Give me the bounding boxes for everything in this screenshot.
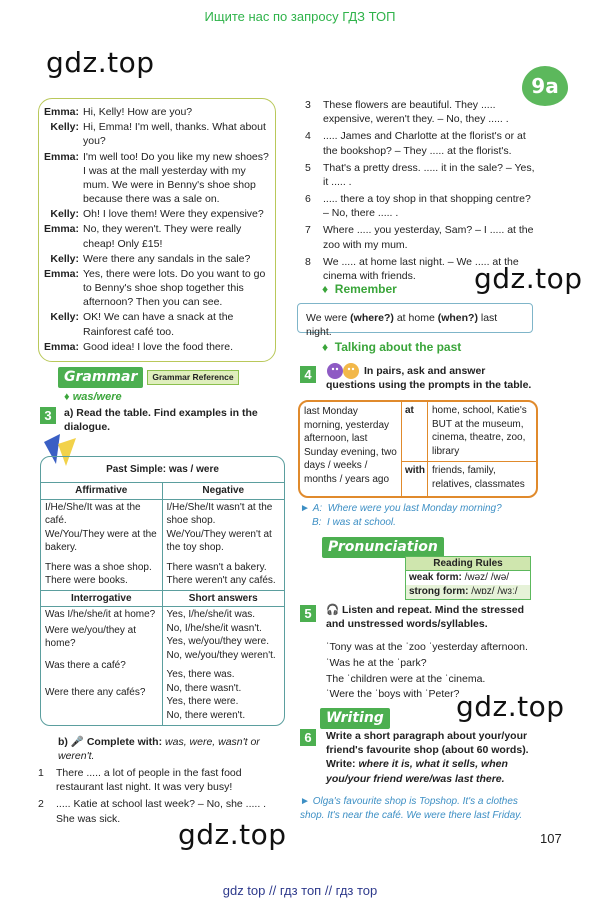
dialogue-line	[43, 150, 269, 207]
watermark: gdz.top	[474, 262, 583, 295]
question-text: Where ..... you yesterday, Sam? – I ..... at the zoo with my mum.	[323, 224, 534, 251]
question-item	[305, 161, 535, 189]
question-text: ..... Katie at school last week? – No, she ..... . She was sick.	[56, 798, 267, 825]
question-number: 5	[305, 161, 311, 174]
question-text: These flowers are beautiful. They ..... expensive, weren't they. – No, they ..... .	[323, 99, 509, 126]
dialogue-line	[43, 105, 269, 119]
dialogue-line	[43, 267, 269, 310]
exercise-instruction: Write a short paragraph about your/your friend's favourite shop (about 60 words). Write: where it is, what it sells, when you/your friend were/was last there.	[326, 730, 529, 785]
question-item	[305, 223, 535, 251]
place-prompts: home, school, Katie's BUT at the museum, cinema, theatre, zoo, library	[432, 405, 527, 457]
headphones-icon: 🎧	[326, 604, 340, 616]
header-link[interactable]: Ищите нас по запросу ГДЗ ТОП	[204, 9, 396, 24]
prompts-table	[298, 400, 538, 498]
table-header-short-answers: Short answers	[163, 590, 285, 608]
speaker-name: Kelly:	[50, 121, 79, 134]
diamond-icon: ♦	[322, 340, 329, 354]
speaker-name: Emma:	[43, 340, 79, 353]
question-item	[305, 129, 535, 157]
speaker-name: Emma:	[43, 223, 79, 236]
watermark: gdz.top	[456, 690, 565, 723]
page-number: 107	[540, 831, 562, 846]
table-title: Past Simple: was / were	[41, 457, 284, 483]
question-item	[305, 255, 535, 283]
grammar-heading: Grammar	[58, 367, 143, 388]
writing-example: ► Olga's favourite shop is Topshop. It's a clothes shop. It's near the café. We were there last Friday.	[300, 796, 523, 821]
speaker-name: Kelly:	[50, 311, 79, 324]
dialogue-text: Were there any sandals in the sale?	[83, 252, 251, 265]
dialogue-line	[43, 340, 269, 354]
question-text: ..... James and Charlotte at the florist's or at the bookshop? – They ..... at the florist's.	[323, 130, 526, 157]
table-header-interrogative: Interrogative	[41, 590, 163, 608]
exercise-number: 6	[300, 729, 316, 746]
table-header-affirmative: Affirmative	[41, 483, 163, 500]
remember-box: We were (where?) at home (when?) last night.	[297, 303, 533, 333]
strong-form: strong form: /wɒz/ /wɜː/	[406, 585, 530, 599]
question-number: 2	[38, 798, 44, 811]
pronunciation-line: ˈWere the ˈboys with ˈPeter?	[326, 688, 460, 701]
speaker-name: Kelly:	[50, 208, 79, 221]
pronunciation-heading: Pronunciation	[322, 537, 444, 558]
writing-heading: Writing	[320, 708, 390, 729]
pronunciation-line: The ˈchildren were at the ˈcinema.	[326, 672, 486, 685]
footer-text: gdz top // гдз топ // гдз тор	[222, 883, 378, 898]
question-number: 4	[305, 130, 311, 143]
question-number: 8	[305, 255, 311, 268]
diamond-icon: ♦	[322, 282, 329, 296]
exercise-number: 5	[300, 605, 316, 622]
question-number: 6	[305, 193, 311, 206]
dialogue-text: I'm well too! Do you like my new shoes? I was at the mall yesterday with my mum. We were in Benny's shoe shop because there was a sale on.	[83, 150, 269, 206]
reading-rules-box	[405, 556, 531, 600]
pronunciation-line: ˈTony was at the ˈzoo ˈyesterday afternoon.	[326, 641, 528, 653]
grammar-table	[40, 456, 285, 726]
pronunciation-line: ˈWas he at the ˈpark?	[326, 656, 427, 669]
question-number: 1	[38, 767, 44, 779]
dialogue-text: OK! We can have a snack at the Rainforest café too.	[83, 311, 234, 338]
keyword-at: at	[402, 402, 428, 461]
dialogue-line	[43, 120, 269, 148]
exercise-number: 4	[300, 366, 316, 383]
question-text: There ..... a lot of people in the fast food restaurant last night. It was very busy!	[56, 767, 242, 794]
people-prompts: friends, family, relatives, classmates	[432, 465, 525, 490]
exercise-instruction: 🎧 Listen and repeat. Mind the stressed and unstressed words/syllables.	[326, 604, 525, 631]
speaker-name: Emma:	[43, 106, 79, 118]
exercise-3b: b) 🎤 Complete with: was, were, wasn't or weren't.	[58, 736, 260, 763]
table-cell-short-answers: Yes, I/he/she/it was. No, I/he/she/it wasn't. Yes, we/you/they were. No, we/you/they weren't. Yes, there was. No, there wasn't. Yes, there were. No, there weren't.	[166, 609, 276, 721]
time-prompts: last Monday morning, yesterday afternoon, last Sunday evening, two days / weeks / months / years ago	[300, 402, 402, 496]
keyword-with: with	[402, 462, 428, 496]
dialogue-text: Hi, Emma! I'm well, thanks. What about you?	[83, 121, 266, 148]
question-item	[305, 192, 535, 220]
speaker-name: Kelly:	[50, 252, 79, 265]
speaker-name: Emma:	[43, 267, 79, 280]
question-number: 3	[305, 99, 311, 111]
table-header-negative: Negative	[163, 483, 285, 500]
grammar-reference-tag[interactable]: Grammar Reference	[147, 370, 238, 385]
dialogue-text: Oh! I love them! Were they expensive?	[83, 208, 264, 221]
dialogue-text: Yes, there were lots. Do you want to go to Benny's shoe shop together this afternoon? Then you can see.	[83, 267, 266, 309]
table-cell-negative: I/He/She/It wasn't at the shoe shop. We/You/They weren't at the toy shop. There wasn't a bakery. There weren't any cafés.	[166, 501, 276, 586]
diamond-icon: ♦	[64, 391, 70, 403]
question-item	[38, 766, 278, 794]
speaker-name: Emma:	[43, 150, 79, 163]
watermark: gdz.top	[46, 46, 155, 79]
question-text: We ..... at home last night. – We ..... at the cinema with friends.	[323, 255, 519, 282]
exercise-instruction: a) Read the table. Find examples in the dialogue.	[64, 407, 258, 434]
question-text: ..... there a toy shop in that shopping centre? – No, there ..... .	[323, 193, 531, 220]
question-item	[38, 797, 278, 825]
exercise-number: 3	[40, 407, 56, 424]
remember-heading: ♦ Remember	[322, 282, 397, 296]
reading-rules-title: Reading Rules	[406, 557, 530, 571]
question-item	[305, 98, 535, 126]
exercise-instruction: In pairs, ask and answer questions using the prompts in the table.	[326, 365, 532, 392]
pronunciation-lines	[326, 640, 538, 703]
question-text: That's a pretty dress. ..... it in the sale? – Yes, it ..... .	[323, 161, 535, 188]
dialogue-text: Hi, Kelly! How are you?	[83, 106, 193, 118]
example-dialogue: ► A: Where were you last Monday morning? B: I was at school.	[300, 503, 502, 528]
dialogue-line	[43, 207, 269, 221]
dialogue-line	[43, 252, 269, 266]
weak-form: weak form: /wəz/ /wə/	[409, 572, 510, 583]
watermark: gdz.top	[178, 818, 287, 851]
questions-left	[38, 766, 278, 829]
microphone-icon: 🎤	[70, 736, 84, 748]
table-cell-affirmative: I/He/She/It was at the café. We/You/They were at the bakery. There was a shoe shop. There were books.	[41, 500, 163, 590]
dialogue-line	[43, 222, 269, 250]
dialogue-line	[43, 310, 269, 338]
unit-badge: 9a	[522, 66, 568, 106]
dialogue-text: Good idea! I love the food there.	[83, 340, 234, 353]
table-cell-interrogative: Was I/he/she/it at home? Were we/you/they at home? Was there a café? Were there any cafés?	[41, 607, 163, 726]
questions-right	[305, 98, 535, 286]
talking-heading: ♦ Talking about the past	[322, 340, 462, 354]
dialogue-text: No, they weren't. They were really cheap! Only £15!	[83, 223, 242, 250]
question-number: 7	[305, 224, 311, 237]
grammar-topic: was/were	[72, 391, 122, 403]
dialogue-box	[38, 98, 276, 362]
